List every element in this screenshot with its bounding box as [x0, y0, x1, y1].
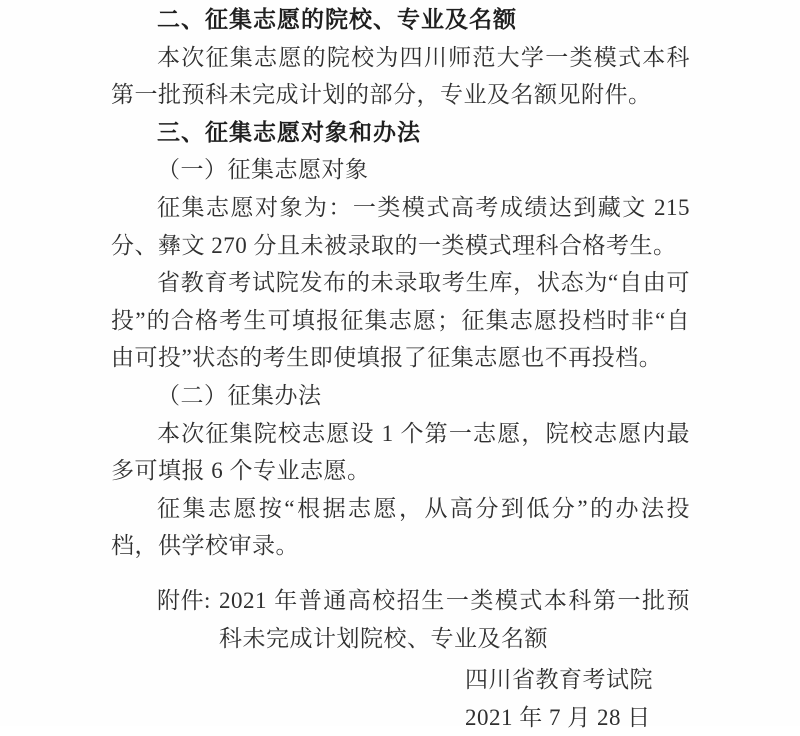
issue-date: 2021 年 7 月 28 日 — [465, 704, 651, 730]
attachment-label: 附件: — [157, 587, 211, 613]
attachment-title: 2021 年普通高校招生一类模式本科第一批预科未完成计划院校、专业及名额 — [218, 587, 690, 651]
section-2-paragraph: 本次征集志愿的院校为四川师范大学一类模式本科第一批预科未完成计划的部分，专业及名额见附件。 — [111, 44, 690, 108]
method-paragraph-1: 本次征集院校志愿设 1 个第一志愿，院校志愿内最多可填报 6 个专业志愿。 — [111, 420, 690, 484]
status-rule-paragraph: 省教育考试院发布的未录取考生库，状态为“自由可投”的合格考生可填报征集志愿；征集志愿投档时非“自由可投”状态的考生即使填报了征集志愿也不再投档。 — [111, 270, 690, 371]
method-paragraph-2: 征集志愿按“根据志愿，从高分到低分”的办法投档，供学校审录。 — [111, 495, 690, 559]
signature-block — [465, 661, 690, 736]
eligibility-paragraph: 征集志愿对象为：一类模式高考成绩达到藏文 215 分、彝文 270 分且未被录取的一类模式理科合格考生。 — [111, 194, 690, 258]
section-2-heading: 二、征集志愿的院校、专业及名额 — [157, 6, 517, 32]
subsection-1-heading: （一）征集志愿对象 — [157, 157, 369, 183]
attachment-note — [111, 582, 690, 657]
issuer-name: 四川省教育考试院 — [465, 667, 653, 693]
subsection-2-heading: （二）征集办法 — [157, 382, 322, 408]
section-3-heading: 三、征集志愿对象和办法 — [157, 118, 421, 145]
